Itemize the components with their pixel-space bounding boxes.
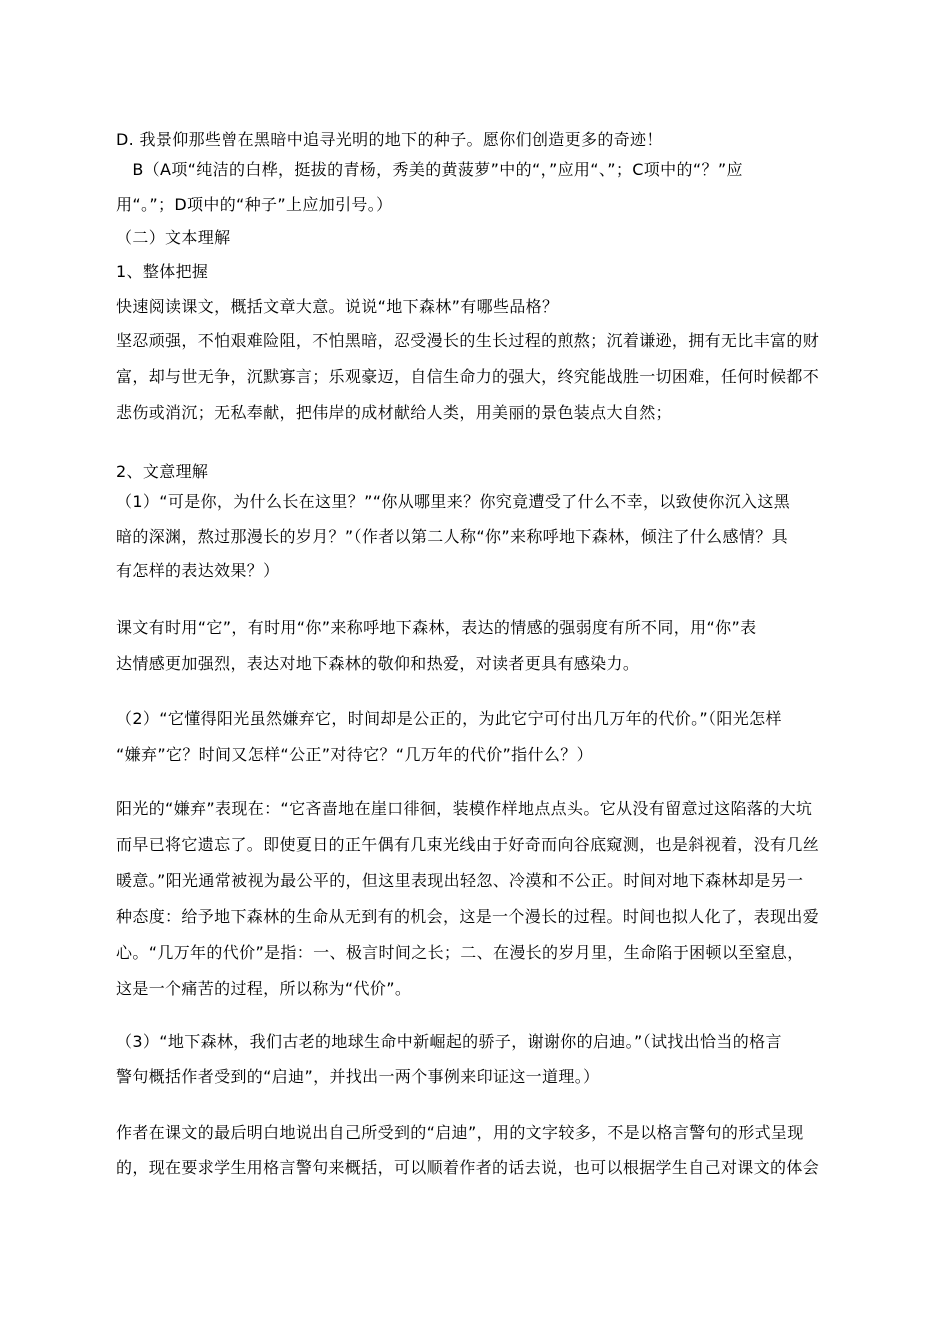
answer-1-line-2: 达情感更加强烈，表达对地下森林的敬仰和热爱，对读者更具有感染力。 <box>116 654 640 673</box>
question-overall: 快速阅读课文，概括文章大意。说说“地下森林”有哪些品格？ <box>116 297 559 316</box>
question-1-line-2: 暗的深渊，熬过那漫长的岁月？”（作者以第二人称“你”来称呼地下森林，倾注了什么感情？具 <box>116 527 788 546</box>
answer-2-line-5: 心。“几万年的代价”是指：一、极言时间之长；二、在漫长的岁月里，生命陷于困顿以至窒息， <box>116 943 804 962</box>
question-1-line-3: 有怎样的表达效果？） <box>116 561 280 580</box>
subheading-overall-grasp: 1、整体把握 <box>116 262 209 281</box>
answer-explanation-line-2: 用“。”；D项中的“种子”上应加引号。） <box>116 195 393 214</box>
question-2-line-1: （2）“它懂得阳光虽然嫌弃它，时间却是公正的，为此它宁可付出几万年的代价。”（阳光怎样 <box>116 709 782 728</box>
section-heading-text-understanding: （二）文本理解 <box>116 228 231 247</box>
option-d-line: D. 我景仰那些曾在黑暗中追寻光明的地下的种子。愿你们创造更多的奇迹！ <box>116 130 663 149</box>
answer-2-line-2: 而早已将它遗忘了。即使夏日的正午偶有几束光线由于好奇而向谷底窥测，也是斜视着，没有几丝 <box>116 835 820 854</box>
answer-overall-line-1: 坚忍顽强，不怕艰难险阻，不怕黑暗，忍受漫长的生长过程的煎熬；沉着谦逊，拥有无比丰富的财 <box>116 331 820 350</box>
answer-2-line-4: 种态度：给予地下森林的生命从无到有的机会，这是一个漫长的过程。时间也拟人化了，表现出爱 <box>116 907 820 926</box>
answer-overall-line-2: 富，却与世无争，沉默寡言；乐观豪迈，自信生命力的强大，终究能战胜一切困难，任何时候都不 <box>116 367 820 386</box>
question-2-line-2: “嫌弃”它？时间又怎样“公正”对待它？“几万年的代价”指什么？） <box>116 745 593 764</box>
answer-overall-line-3: 悲伤或消沉；无私奉献，把伟岸的成材献给人类，用美丽的景色装点大自然； <box>116 403 672 422</box>
answer-3-line-2: 的，现在要求学生用格言警句来概括，可以顺着作者的话去说，也可以根据学生自己对课文的体会 <box>116 1158 820 1177</box>
answer-1-line-1: 课文有时用“它”，有时用“你”来称呼地下森林，表达的情感的强弱度有所不同，用“你”表 <box>116 618 757 637</box>
answer-2-line-1: 阳光的“嫌弃”表现在：“它吝啬地在崖口徘徊，装模作样地点点头。它从没有留意过这陷落的大坑 <box>116 799 813 818</box>
answer-explanation-line-1: B（A项“纯洁的白桦，挺拔的青杨，秀美的黄菠萝”中的“，”应用“、”；C项中的“？”应 <box>116 160 743 179</box>
question-3-line-1: （3）“地下森林，我们古老的地球生命中新崛起的骄子，谢谢你的启迪。”（试找出恰当的格言 <box>116 1032 782 1051</box>
answer-2-line-6: 这是一个痛苦的过程，所以称为“代价”。 <box>116 979 412 998</box>
subheading-meaning: 2、文意理解 <box>116 462 209 481</box>
answer-2-line-3: 暖意。”阳光通常被视为最公平的，但这里表现出轻忽、冷漠和不公正。时间对地下森林却是另一 <box>116 871 804 890</box>
question-3-line-2: 警句概括作者受到的“启迪”，并找出一两个事例来印证这一道理。） <box>116 1067 600 1086</box>
question-1-line-1: （1）“可是你，为什么长在这里？”“你从哪里来？你究竟遭受了什么不幸，以致使你沉入这黑 <box>116 492 791 511</box>
answer-3-line-1: 作者在课文的最后明白地说出自己所受到的“启迪”，用的文字较多，不是以格言警句的形式呈现 <box>116 1123 804 1142</box>
